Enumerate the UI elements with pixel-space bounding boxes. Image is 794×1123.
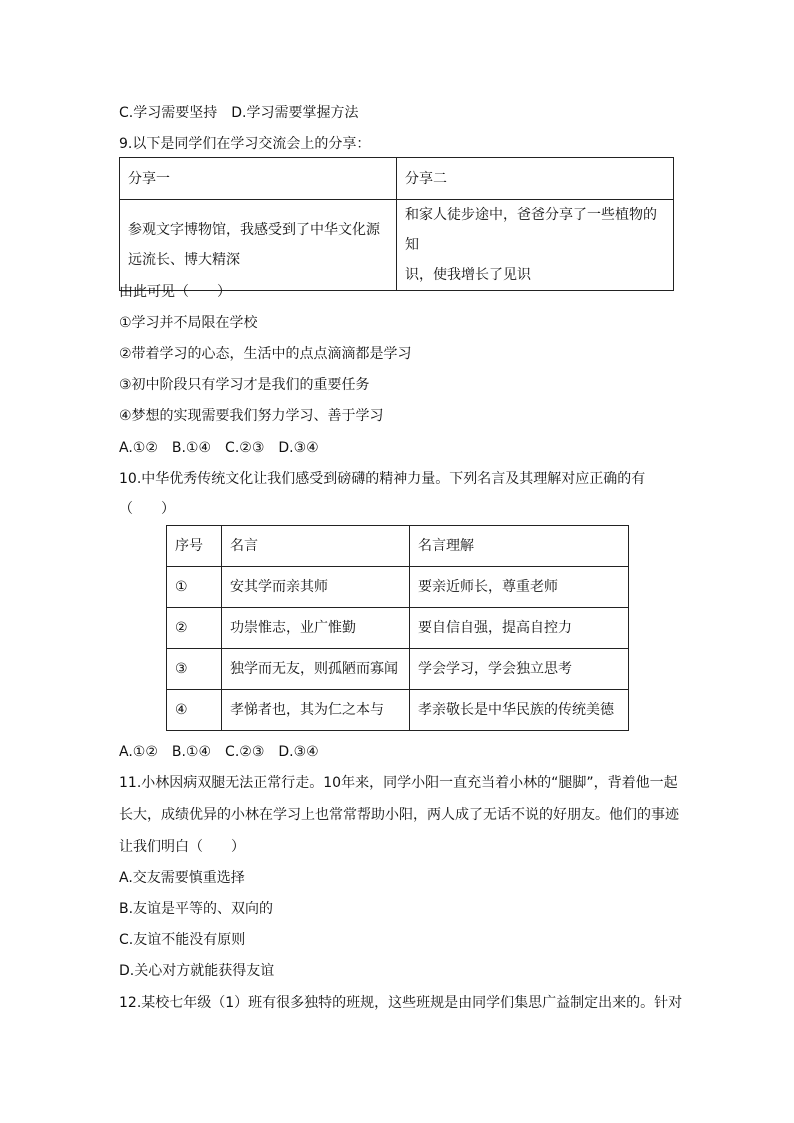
share-2-line-1: 和家人徒步途中，爸爸分享了一些植物的知 xyxy=(405,207,657,253)
table-header-share-2: 分享二 xyxy=(397,158,674,200)
row-number: ④ xyxy=(167,690,222,731)
share-1-line-2: 远流长、博大精深 xyxy=(128,252,240,268)
proverb-table xyxy=(166,525,629,731)
share-1-line-1: 参观文字博物馆，我感受到了中华文化源 xyxy=(128,222,380,238)
question-10-stem-line-2: （ ） xyxy=(119,501,175,517)
question-9-options: A.①② B.①④ C.②③ D.③④ xyxy=(119,440,319,456)
question-11-option-c: C.友谊不能没有原则 xyxy=(119,932,246,948)
row-number: ② xyxy=(167,608,222,649)
proverb-meaning: 学会学习，学会独立思考 xyxy=(410,649,629,690)
table-header-number: 序号 xyxy=(167,526,222,567)
sharing-table xyxy=(119,157,674,291)
question-11-option-a: A.交友需要慎重选择 xyxy=(119,870,245,886)
proverb-text: 安其学而亲其师 xyxy=(222,567,410,608)
statement-4: ④梦想的实现需要我们努力学习、善于学习 xyxy=(119,408,384,424)
question-11-option-d: D.关心对方就能获得友谊 xyxy=(119,963,275,979)
table-row xyxy=(167,690,629,731)
proverb-text: 孝悌者也，其为仁之本与 xyxy=(222,690,410,731)
question-11-stem-line-1: 11.小林因病双腿无法正常行走。10年来，同学小阳一直充当着小林的“腿脚”，背着他一起 xyxy=(119,775,678,791)
table-header-proverb: 名言 xyxy=(222,526,410,567)
share-2-line-2: 识，使我增长了见识 xyxy=(405,267,531,283)
table-row xyxy=(167,649,629,690)
statement-2: ②带着学习的心态，生活中的点点滴滴都是学习 xyxy=(119,346,412,362)
row-number: ③ xyxy=(167,649,222,690)
share-1-content xyxy=(120,200,397,291)
table-header-meaning: 名言理解 xyxy=(410,526,629,567)
statement-3: ③初中阶段只有学习才是我们的重要任务 xyxy=(119,377,370,393)
question-9-stem: 9.以下是同学们在学习交流会上的分享： xyxy=(119,136,371,152)
table-header-share-1: 分享一 xyxy=(120,158,397,200)
question-11-stem-line-2: 长大，成绩优异的小林在学习上也常常帮助小阳，两人成了无话不说的好朋友。他们的事迹 xyxy=(119,807,679,823)
question-11-stem-line-3: 让我们明白（ ） xyxy=(119,839,245,855)
proverb-text: 功崇惟志，业广惟勤 xyxy=(222,608,410,649)
share-2-content xyxy=(397,200,674,291)
question-8-options: C.学习需要坚持 D.学习需要掌握方法 xyxy=(119,105,359,121)
question-10-options: A.①② B.①④ C.②③ D.③④ xyxy=(119,744,319,760)
proverb-meaning: 孝亲敬长是中华民族的传统美德 xyxy=(410,690,629,731)
question-10-stem-line-1: 10.中华优秀传统文化让我们感受到磅礴的精神力量。下列名言及其理解对应正确的有 xyxy=(119,471,646,487)
question-12-stem-line-1: 12.某校七年级（1）班有很多独特的班规，这些班规是由同学们集思广益制定出来的。针对 xyxy=(119,995,683,1011)
table-row xyxy=(167,567,629,608)
proverb-meaning: 要自信自强，提高自控力 xyxy=(410,608,629,649)
statement-1: ①学习并不局限在学校 xyxy=(119,315,258,331)
proverb-text: 独学而无友，则孤陋而寡闻 xyxy=(222,649,410,690)
table-row xyxy=(167,608,629,649)
row-number: ① xyxy=(167,567,222,608)
proverb-meaning: 要亲近师长，尊重老师 xyxy=(410,567,629,608)
question-11-option-b: B.友谊是平等的、双向的 xyxy=(119,901,274,917)
question-9-prompt: 由此可见（ ） xyxy=(119,284,231,300)
